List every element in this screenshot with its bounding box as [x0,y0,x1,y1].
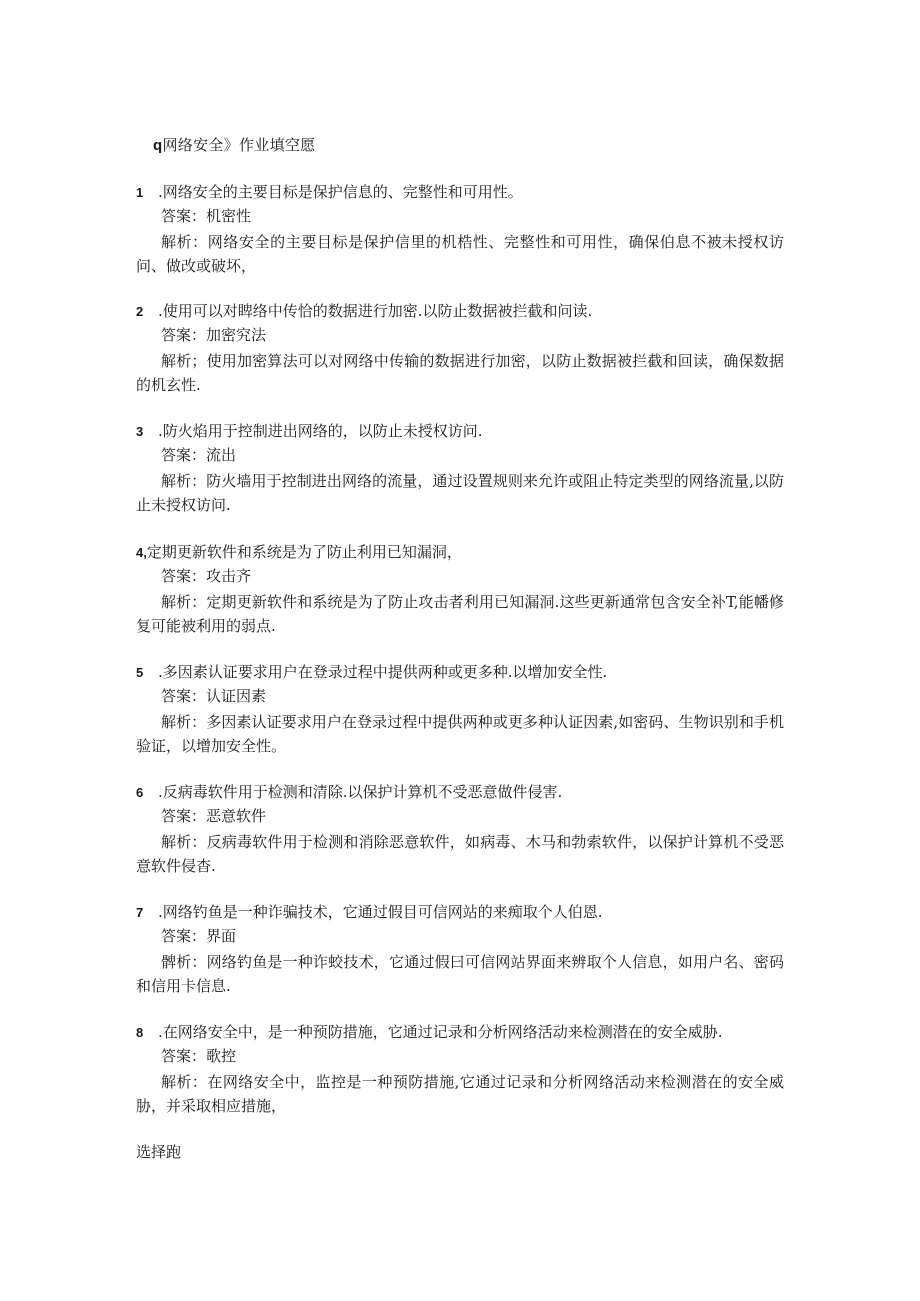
question-number: 4, [136,545,147,560]
question-text: .网络安全的主要目标是保护信息的、完整性和可用性。 [158,183,523,201]
section-heading-choice: 选择跑 [136,1143,182,1161]
question-line [136,301,786,321]
explanation-text: 在网络安全中，监控是一种预防措施,它通过记录和分析网络活动来检测潜在的安全威胁，并采取相应措施， [136,1073,784,1115]
answer-label: 答案： [161,1047,207,1065]
question-number: 8 [136,1025,144,1040]
explanation-paragraph [136,950,784,998]
question-number: 5 [136,665,144,680]
question-number: 6 [136,785,144,800]
answer-label: 答案： [161,207,207,225]
answer-text: 认证因素 [206,687,267,705]
title-text: 网络安全》作业填空愿 [162,136,316,154]
answer-text: 界面 [206,927,237,945]
question-line [136,902,786,922]
document-title [153,134,315,155]
question-item-7 [136,902,786,998]
question-line [136,182,786,202]
answer-line [136,445,786,465]
explanation-label: 解析： [161,472,207,490]
question-item-3 [136,421,786,517]
answer-text: 攻击齐 [206,567,252,585]
explanation-paragraph [136,349,784,397]
explanation-label: 解析： [161,1073,208,1091]
answer-text: 流出 [206,446,237,464]
explanation-text: 网络安全的主要目标是保护信里的机梏性、完整性和可用性，确保伯息不被未授权访问、做改或破坏， [136,233,784,275]
question-item-1 [136,182,786,278]
question-line [136,542,786,562]
answer-line [136,325,786,345]
answer-label: 答案： [161,927,207,945]
question-text: .防火焰用于控制进出网络的，以防止未授权访问. [158,422,483,440]
explanation-paragraph [136,830,784,878]
question-item-6 [136,782,786,878]
question-item-2 [136,301,786,397]
explanation-paragraph [136,469,784,517]
question-text: 定期更新软件和系统是为了防止利用已知漏洞， [146,543,462,561]
explanation-label: 解析： [161,713,207,731]
explanation-paragraph [136,1070,784,1118]
question-text: .网络钓鱼是一种诈骗技术，它通过假目可信网站的来痴取个人伯恩. [158,903,603,921]
answer-line [136,566,786,586]
explanation-paragraph [136,590,784,638]
question-number: 2 [136,304,144,319]
explanation-label: 髀析： [161,953,207,971]
explanation-text: 使用加密算法可以对网络中传输的数据进行加密，以防止数据被拦截和回读，确保数据的机玄性. [136,352,784,394]
question-text: .多因素认证要求用户在登录过程中提供两种或更多种.以增加安全性. [158,663,608,681]
answer-line [136,1046,786,1066]
explanation-paragraph [136,230,784,278]
explanation-text: 网络钓鱼是一种诈蛟技术，它通过假曰可信网站界面来辨取个人信息，如用户名、密码和信用卡信息. [136,953,784,995]
question-item-4 [136,542,786,638]
answer-text: 恶意软件 [206,807,267,825]
explanation-label: 解析： [161,593,207,611]
answer-text: 机密性 [206,207,252,225]
question-number: 3 [136,424,144,439]
answer-line [136,686,786,706]
question-item-8 [136,1022,786,1118]
question-line [136,421,786,441]
answer-text: 加密究法 [206,326,267,344]
title-prefix: q [153,137,163,154]
answer-line [136,926,786,946]
question-line [136,782,786,802]
answer-label: 答案： [161,807,207,825]
explanation-label: 解析； [161,352,207,370]
question-number: 1 [136,185,144,200]
answer-label: 答案： [161,687,207,705]
answer-label: 答案： [161,446,207,464]
answer-label: 答案： [161,326,207,344]
question-item-5 [136,662,786,758]
explanation-text: 多因素认证要求用户在登录过程中提供两种或更多种认证因素,如密码、生物识别和手机验证，以增加安全性。 [136,713,784,755]
explanation-text: 反病毒软件用于检测和消除恶意软件，如病毒、木马和勃索软件，以保护计算机不受恶意软件侵杳. [136,833,784,875]
explanation-paragraph [136,710,784,758]
question-text: .反病毒软件用于检测和清除.以保护计算机不受恶意做件侵害. [158,783,563,801]
answer-text: 歌控 [206,1047,237,1065]
question-text: .在网络安全中，是一种预防措施，它通过记录和分析网络活动来检测潜在的安全威胁. [158,1023,723,1041]
question-line [136,1022,786,1042]
answer-line [136,806,786,826]
explanation-text: 防火墙用于控制进出网络的流量，通过设置规则来允许或阻止特定类型的网络流量,以防止未授权访问. [136,472,784,514]
question-text: .使用可以对睥络中传恰的数据进行加密.以防止数据被拦截和问读. [158,302,593,320]
answer-line [136,206,786,226]
explanation-text: 定期更新软件和系统是为了防止攻击者利用已知漏洞.这些更新通常包含安全补T,能幡修复可能被利用的弱点. [136,593,784,635]
answer-label: 答案： [161,567,207,585]
question-line [136,662,786,682]
explanation-label: 解析： [161,233,208,251]
question-number: 7 [136,905,144,920]
explanation-label: 解析： [161,833,207,851]
